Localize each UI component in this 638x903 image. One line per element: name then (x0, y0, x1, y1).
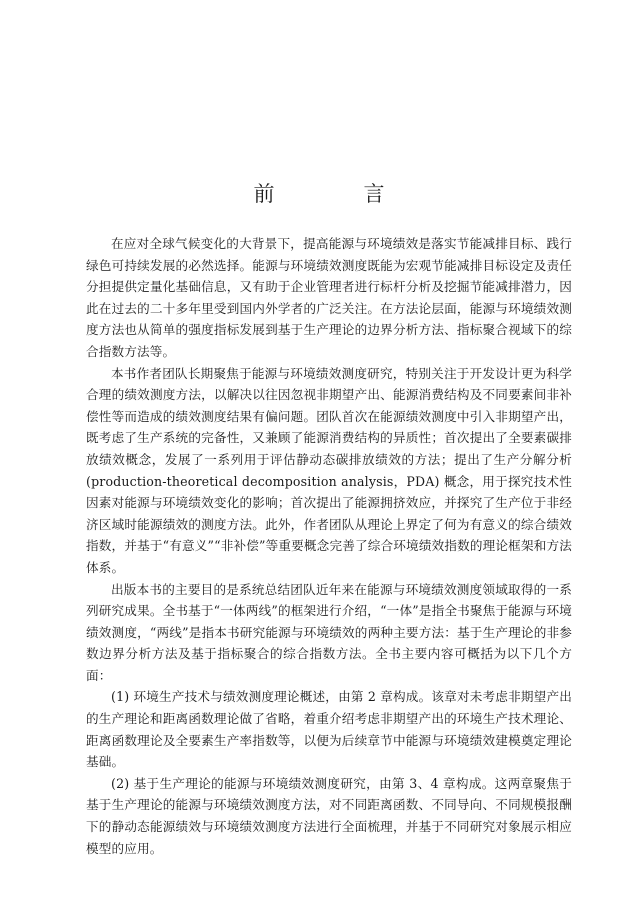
page-title: 前 言 (253, 182, 419, 206)
paragraph: 本书作者团队长期聚焦于能源与环境绩效测度研究，特别关注于开发设计更为科学合理的绩效测度方法，以解决以往因忽视非期望产出、能源消费结构及不同要素间非补偿性等而造成的绩效测度结果有偏问题。团队首次在能源绩效测度中引入非期望产出，既考虑了生产系统的完备性，又兼顾了能源消费结构的异质性；首次提出了全要素碳排放绩效概念，发展了一系列用于评估静动态碳排放绩效的方法；提出了生产分解分析 (production-theoretical decomposition analysis，PDA) 概念，用于探究技术性因素对能源与环境绩效变化的影响；首次提出了能源拥挤效应，并探究了生产位于非经济区域时能源绩效的测度方法。此外，作者团队从理论上界定了何为有意义的综合绩效指数，并基于“有意义”“非补偿”等重要概念完善了综合环境绩效指数的理论框架和方法体系。 (86, 365, 572, 575)
paragraph: 在应对全球气候变化的大背景下，提高能源与环境绩效是落实节能减排目标、践行绿色可持续发展的必然选择。能源与环境绩效测度既能为宏观节能减排目标设定及责任分担提供定量化基础信息，又有助于企业管理者进行标杆分析及挖掘节能减排潜力，因此在过去的二十多年里受到国内外学者的广泛关注。在方法论层面，能源与环境绩效测度方法也从简单的强度指标发展到基于生产理论的边界分析方法、指标聚合视域下的综合指数方法等。 (86, 236, 572, 359)
paragraph: (2) 基于生产理论的能源与环境绩效测度研究，由第 3、4 章构成。这两章聚焦于基于生产理论的能源与环境绩效测度方法，对不同距离函数、不同导向、不同规模报酬下的静动态能源绩效与环境绩效测度方法进行全面梳理，并基于不同研究对象展示相应模型的应用。 (86, 775, 572, 856)
preface-body (86, 233, 572, 859)
paragraph: 出版本书的主要目的是系统总结团队近年来在能源与环境绩效测度领域取得的一系列研究成果。全书基于“一体两线”的框架进行介绍，“一体”是指全书聚焦于能源与环境绩效测度，“两线”是指本书研究能源与环境绩效的两种主要方法：基于生产理论的非参数边界分析方法及基于指标聚合的综合指数方法。全书主要内容可概括为以下几个方面： (86, 581, 572, 683)
paragraph: (1) 环境生产技术与绩效测度理论概述，由第 2 章构成。该章对未考虑非期望产出的生产理论和距离函数理论做了省略，着重介绍考虑非期望产出的环境生产技术理论、距离函数理论及全要素生产率指数等，以便为后续章节中能源与环境绩效建模奠定理论基础。 (86, 689, 572, 770)
